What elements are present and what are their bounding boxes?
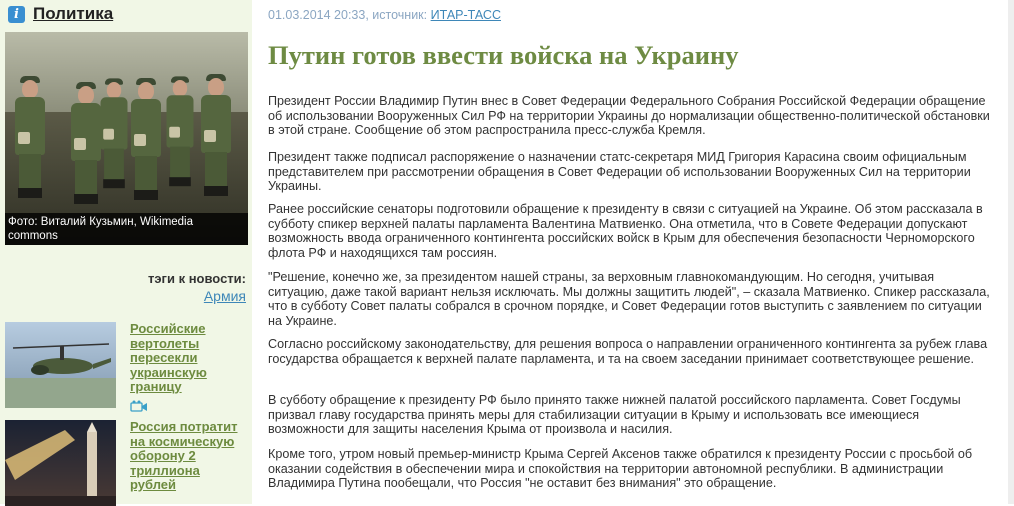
article-paragraph: Кроме того, утром новый премьер-министр Крыма Сергей Аксенов также обратился к президенту России с просьбой об оказании содействия в обеспечении мира и спокойствия на территории автономной республики. В администрации Владимира Путина пообещали, что Россия "не оставит без внимания" это обращение. [268,447,973,491]
article-paragraph: В субботу обращение к президенту РФ было принято также нижней палатой российского парламента. Совет Госдумы призвал главу государства принять меры для стабилизации ситуации в Крыму и использовать все имеющиеся возможности для защиты населения Крыма от произвола и насилия. [268,393,961,437]
article-paragraph: Ранее российские сенаторы подготовили обращение к президенту в связи с ситуацией на Украине. Об этом рассказала в субботу спикер верхней палаты парламента Валентина Матвиенко. Она отметила, что в Совете Федерации допускают возможность ввода ограниченного контингента российских войск в Крым для обеспечения безопасности Черноморского флота РФ и находящихся там россиян. [268,202,983,260]
related-thumbnail[interactable] [5,420,116,506]
info-icon: i [8,6,25,23]
scrollbar[interactable] [1008,0,1014,504]
section-header[interactable] [8,4,113,24]
article-paragraph: Президент также подписал распоряжение о назначении статс-секретаря МИД Григория Карасина своим официальным представителем при рассмотрении обращения в Совет Федерации об использовании Вооруженных Сил на территории Украины. [268,150,971,194]
related-thumbnail[interactable] [5,322,116,408]
article-title: Путин готов ввести войска на Украину [268,40,739,70]
article-paragraph: Согласно российскому законодательству, для решения вопроса о направлении ограниченного контингента за рубеж глава государства обращается к верхней палате парламента, и та на своем заседании принимает соответствующее решение. [268,337,988,366]
soldier-figure [99,82,130,190]
source-label: источник: [372,8,428,22]
article-meta [268,8,501,22]
article-date: 01.03.2014 20:33, [268,8,369,22]
tags-label: тэги к новости: [148,271,246,286]
article-photo [5,32,248,245]
article-paragraph: Президент России Владимир Путин внес в Совет Федерации Федерального Собрания Российской Федерации обращение об использовании Вооруженных Сил РФ на территории Украины до нормализации общественно-политической обстановки в этой стране. Сообщение об этом распространила пресс-служба Кремля. [268,94,990,138]
related-title[interactable]: Россия потратит на космическую оборону 2 триллиона рублей [130,419,238,492]
photo-caption: Фото: Виталий Кузьмин, Wikimedia commons [5,213,248,245]
soldier-figure [199,78,233,198]
soldier-figure [129,82,163,202]
source-link[interactable]: ИТАР-ТАСС [430,8,501,22]
tag-link[interactable]: Армия [203,288,246,304]
video-icon [130,400,148,412]
related-title[interactable]: Российские вертолеты пересекли украинскую границу [130,321,207,394]
section-title[interactable]: Политика [33,4,114,23]
article-paragraph: "Решение, конечно же, за президентом нашей страны, за верховным главнокомандующим. Но сегодня, учитывая ситуацию, даже такой вариант нельзя исключать. Мы должны защитить людей", – сказала Матвиенко. Спикер рассказала, что в субботу Совет палаты собрался в срочном порядке, и Совет Федерации готов выступить с заявлением по ситуации на Украине. [268,270,990,328]
left-sidebar [0,0,252,504]
soldier-figure [165,80,196,188]
soldier-figure [13,80,47,200]
